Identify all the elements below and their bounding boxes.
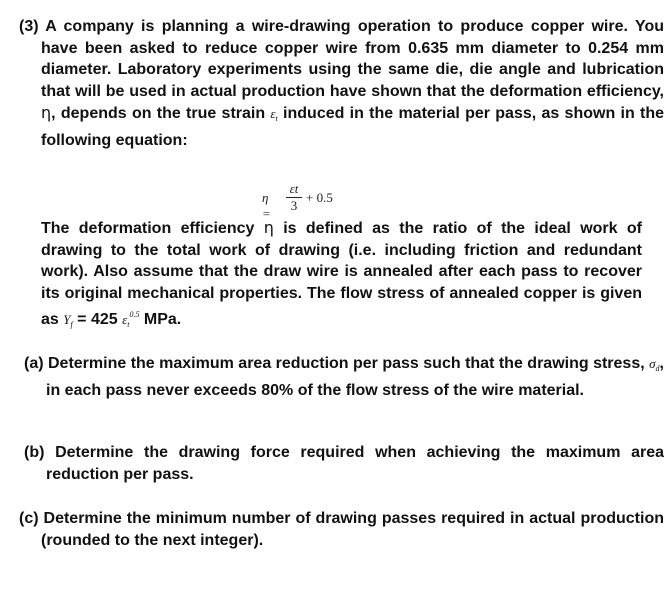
sigma-symbol: σ <box>649 356 656 371</box>
eta-symbol: η <box>41 103 52 123</box>
epsilon-subscript: t <box>275 114 278 124</box>
question-c-text: (c) Determine the minimum number of drawing passes required in actual production (rounded to the next integer). <box>19 510 664 549</box>
equation-fraction <box>286 182 302 213</box>
equation-denominator: 3 <box>290 198 298 213</box>
question-a <box>24 353 664 401</box>
question-c <box>19 508 664 551</box>
question-a-text-1: (a) Determine the maximum area reduction per pass such that the drawing stress, <box>24 355 650 372</box>
equation-numerator: εt <box>289 181 299 196</box>
sigma-subscript: d <box>655 364 660 373</box>
strain-subscript: t <box>127 320 130 330</box>
flow-stress-value: = 425 <box>72 311 123 329</box>
problem-intro <box>19 16 664 152</box>
intro-text-2: , depends on the true strain <box>51 105 271 123</box>
strain-exponent: 0.5 <box>129 310 140 320</box>
intro-text-1: (3) A company is planning a wire-drawing operation to produce copper wire. You have been asked to reduce copper wire from 0.635 mm diameter to 0.254 mm diameter. Laboratory experiments using the same die, die angle and lubrication that will be used in actual production have shown that the deformation efficiency, <box>19 18 664 100</box>
strain-symbol: ε <box>122 312 128 328</box>
flow-stress-symbol: Y <box>63 312 71 328</box>
efficiency-definition <box>41 217 642 336</box>
flow-stress-unit: MPa. <box>139 311 182 329</box>
question-b <box>24 442 664 485</box>
intro-text-3: induced in the material per pass, as shown in the following equation: <box>41 105 664 149</box>
equation-lhs: η = <box>262 190 271 221</box>
epsilon-symbol: ε <box>270 106 276 122</box>
question-b-text: (b) Determine the drawing force required when achieving the maximum area reduction per pass. <box>24 444 664 483</box>
definition-text-1: The deformation efficiency <box>41 220 264 237</box>
eta-symbol-2: η <box>263 218 274 237</box>
equation-rhs: + 0.5 <box>306 190 333 205</box>
definition-text-2: is defined as the ratio of the ideal work of drawing to the total work of drawing (i.e. including friction and redundant work). Also assume that the draw wire is annealed after each pass to recover its original mechanical properties. The flow stress of annealed copper is given as <box>41 220 642 329</box>
question-a-text-2: , in each pass never exceeds 80% of the flow stress of the wire material. <box>46 355 664 399</box>
flow-stress-subscript: f <box>70 320 73 330</box>
